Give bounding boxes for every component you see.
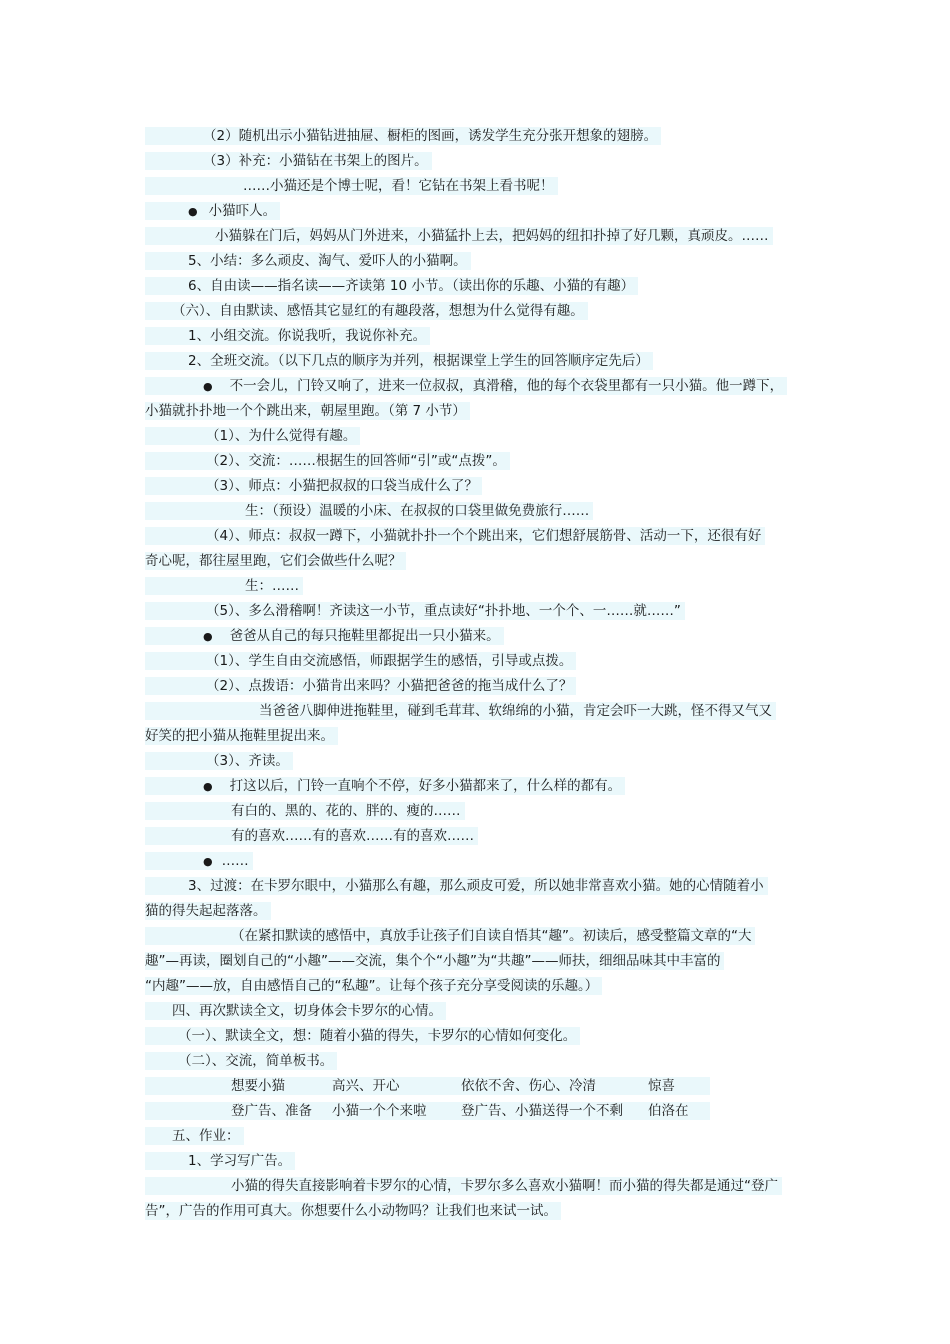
line-highlight: [145, 252, 471, 270]
line-highlight: [145, 902, 271, 920]
line-text: 当爸爸八脚伸进拖鞋里，碰到毛茸茸、软绵绵的小猫，肯定会吓一大跳，怪不得又气又: [259, 703, 772, 719]
board-cell: 小猫一个个来啦: [332, 1103, 427, 1119]
line-text: 小猫吓人。: [208, 203, 277, 219]
line-text: 生：（预设）温暖的小床、在叔叔的口袋里做免费旅行……: [245, 503, 590, 519]
line-text: 有白的、黑的、花的、胖的、瘦的……: [231, 803, 461, 819]
line-text: 猫的得失起起落落。: [145, 903, 267, 919]
line-highlight: [145, 1177, 782, 1195]
line-highlight: [145, 752, 293, 770]
line-highlight: [145, 652, 576, 670]
line-highlight: [145, 1202, 561, 1220]
line-highlight: [145, 577, 303, 595]
bullet-icon: ●: [203, 380, 213, 393]
line-text: （2）随机出示小猫钻进抽屉、橱柜的图画，诱发学生充分张开想象的翅膀。: [203, 128, 658, 144]
board-cell: 登广告、小猫送得一个不剩: [461, 1103, 623, 1119]
line-text: 告”，广告的作用可真大。你想要什么小动物吗？让我们也来试一试。: [145, 1203, 557, 1219]
line-highlight: [145, 177, 558, 195]
line-text: （六）、自由默读、感悟其它显红的有趣段落，想想为什么觉得有趣。: [172, 303, 584, 319]
board-cell: 登广告、准备: [231, 1103, 312, 1119]
line-highlight: [145, 927, 755, 945]
line-text: 有的喜欢……有的喜欢……有的喜欢……: [231, 828, 474, 844]
line-text: （3）、师点：小猫把叔叔的口袋当成什么了？: [206, 478, 478, 494]
line-highlight: [145, 1152, 295, 1170]
line-text: （4）、师点：叔叔一蹲下，小猫就扑扑一个个跳出来，它们想舒展筋骨、活动一下，还很有好: [206, 528, 762, 544]
line-text: （2）、点拨语：小猫肯出来吗？小猫把爸爸的拖当成什么了？: [206, 678, 573, 694]
board-cell: 想要小猫: [231, 1078, 285, 1094]
line-highlight: [145, 427, 360, 445]
line-highlight: [145, 527, 765, 545]
line-text: ……: [221, 853, 249, 869]
line-highlight: [145, 377, 787, 395]
line-text: （5）、多么滑稽啊！齐读这一小节，重点读好“扑扑地、一个个、一……就……”: [206, 603, 681, 619]
line-highlight: [145, 327, 430, 345]
line-text: （1）、为什么觉得有趣。: [206, 428, 357, 444]
line-highlight: [145, 677, 576, 695]
line-text: （2）、交流：……根据生的回答师“引”或“点拨”。: [206, 453, 506, 469]
line-highlight: [145, 452, 510, 470]
line-text: （一）、默读全文，想：随着小猫的得失，卡罗尔的心情如何变化。: [178, 1028, 577, 1044]
line-highlight: [145, 802, 465, 820]
line-text: 小猫躲在门后，妈妈从门外进来，小猫猛扑上去，把妈妈的纽扣扑掉了好几颗，真顽皮。……: [215, 228, 769, 244]
line-text: 6、自由读——指名读——齐读第 10 小节。（读出你的乐趣、小猫的有趣）: [188, 278, 635, 294]
line-highlight: [145, 302, 588, 320]
line-highlight: [145, 352, 653, 370]
line-text: 小猫的得失直接影响着卡罗尔的心情，卡罗尔多么喜欢小猫啊！而小猫的得失都是通过“登广: [231, 1178, 778, 1194]
line-highlight: [145, 977, 602, 995]
line-text: （在紧扣默读的感悟中，真放手让孩子们自读自悟其“趣”。初读后，感受整篇文章的“大: [231, 928, 752, 944]
line-highlight: [145, 202, 280, 220]
line-highlight: [145, 402, 470, 420]
line-highlight: [145, 1002, 446, 1020]
line-text: 爸爸从自己的每只拖鞋里都捉出一只小猫来。: [229, 628, 500, 644]
line-highlight: [145, 827, 478, 845]
line-text: （3）补充：小猫钻在书架上的图片。: [203, 153, 428, 169]
line-highlight: [145, 1052, 337, 1070]
bullet-icon: ●: [203, 855, 213, 868]
line-text: 四、再次默读全文，切身体会卡罗尔的心情。: [172, 1003, 442, 1019]
line-text: 1、学习写广告。: [188, 1153, 292, 1169]
line-highlight: [145, 477, 482, 495]
line-text: ……小猫还是个博士呢，看！它钻在书架上看书呢！: [243, 178, 554, 194]
line-text: 打这以后，门铃一直响个不停，好多小猫都来了，什么样的都有。: [229, 778, 622, 794]
line-text: （3）、齐读。: [206, 753, 289, 769]
line-highlight: [145, 952, 724, 970]
bullet-icon: ●: [188, 205, 198, 218]
line-highlight: [145, 1102, 710, 1120]
line-highlight: [145, 152, 432, 170]
board-cell: 伯洛在: [648, 1103, 689, 1119]
line-highlight: [145, 727, 338, 745]
line-text: 5、小结：多么顽皮、淘气、爱吓人的小猫啊。: [188, 253, 467, 269]
line-highlight: [145, 127, 661, 145]
line-highlight: [145, 877, 768, 895]
line-highlight: [145, 1127, 244, 1145]
line-text: （二）、交流，简单板书。: [178, 1053, 334, 1069]
line-text: 2、全班交流。（以下几点的顺序为并列，根据课堂上学生的回答顺序定先后）: [188, 353, 649, 369]
board-cell: 惊喜: [648, 1078, 675, 1094]
line-text: 好笑的把小猫从拖鞋里捉出来。: [145, 728, 334, 744]
line-highlight: [145, 702, 776, 720]
board-cell: 高兴、开心: [332, 1078, 400, 1094]
line-highlight: [145, 552, 406, 570]
line-text: 小猫就扑扑地一个个跳出来，朝屋里跑。（第 7 小节）: [145, 403, 466, 419]
line-highlight: [145, 277, 638, 295]
line-highlight: [145, 852, 253, 870]
line-highlight: [145, 1077, 710, 1095]
line-text: 五、作业：: [172, 1128, 240, 1144]
board-cell: 依依不舍、伤心、冷清: [461, 1078, 596, 1094]
line-highlight: [145, 227, 773, 245]
line-text: 奇心呢，都往屋里跑，它们会做些什么呢？: [145, 553, 402, 569]
line-text: 3、过渡：在卡罗尔眼中，小猫那么有趣，那么顽皮可爱，所以她非常喜欢小猫。她的心情随着小: [188, 878, 764, 894]
line-highlight: [145, 602, 685, 620]
line-text: 不一会儿，门铃又响了，进来一位叔叔，真滑稽，他的每个衣袋里都有一只小猫。他一蹲下，: [229, 378, 784, 394]
line-text: 生：……: [245, 578, 299, 594]
line-text: （1）、学生自由交流感悟，师跟据学生的感悟，引导或点拨。: [206, 653, 573, 669]
line-highlight: [145, 502, 593, 520]
bullet-icon: ●: [203, 780, 213, 793]
line-text: “内趣”——放，自由感悟自己的“私趣”。让每个孩子充分享受阅读的乐趣。）: [145, 978, 599, 994]
line-highlight: [145, 777, 625, 795]
line-highlight: [145, 627, 504, 645]
bullet-icon: ●: [203, 630, 213, 643]
line-text: 趣”—再读，圈划自己的“小趣”——交流，集个个“小趣”为“共趣”——师扶，细细品味其中丰富的: [145, 953, 721, 969]
line-highlight: [145, 1027, 580, 1045]
line-text: 1、小组交流。你说我听，我说你补充。: [188, 328, 427, 344]
